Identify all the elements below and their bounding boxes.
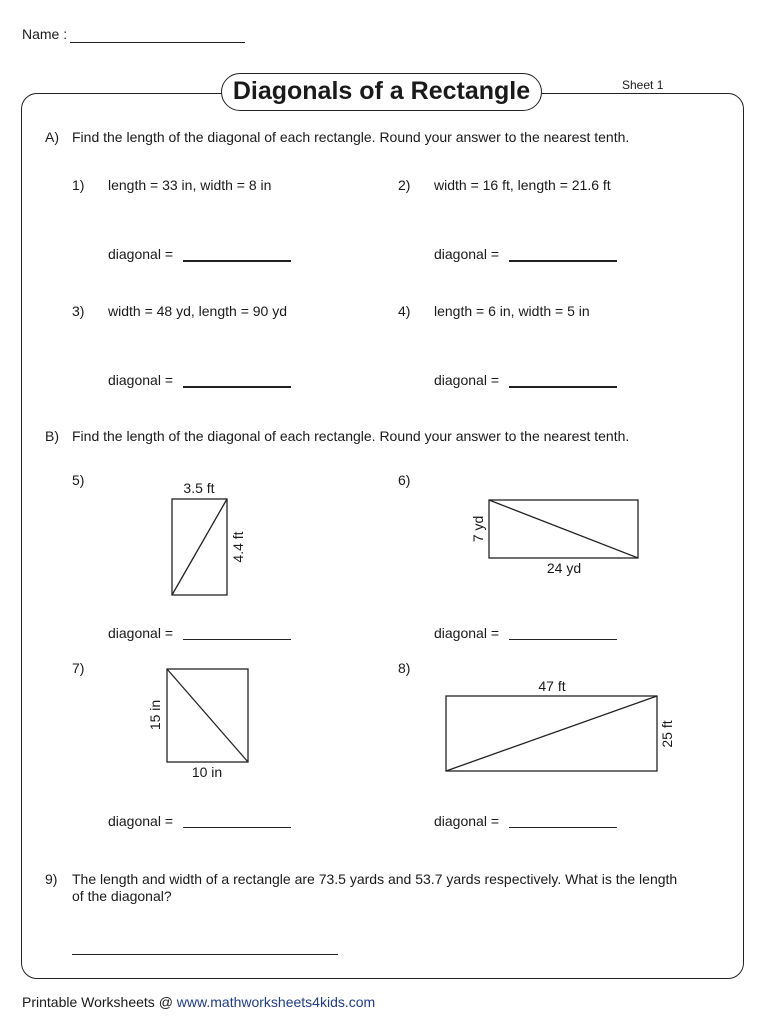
problem-3-text: width = 48 yd, length = 90 yd <box>108 303 288 319</box>
problem-9-answer-line[interactable] <box>72 954 338 955</box>
problem-4-answer-line[interactable] <box>509 386 617 388</box>
problem-5-height-label: 4.4 ft <box>230 531 246 563</box>
problem-1-answer-line[interactable] <box>183 260 291 262</box>
problem-4-number: 4) <box>398 303 411 319</box>
diagonal-line <box>489 500 638 558</box>
problem-1-number: 1) <box>72 177 85 193</box>
problem-6-figure <box>465 490 650 580</box>
problem-7-height-label: 15 in <box>147 699 163 731</box>
section-a-instruction: Find the length of the diagonal of each rectangle. Round your answer to the nearest tenth. <box>72 129 630 145</box>
problem-3-number: 3) <box>72 303 85 319</box>
footer <box>22 994 375 1010</box>
diagonal-line <box>446 696 657 771</box>
problem-7-figure <box>140 660 260 785</box>
problem-7-answer-label: diagonal = <box>108 813 174 829</box>
problem-2-answer-label: diagonal = <box>434 246 500 262</box>
problem-7-number: 7) <box>72 660 85 676</box>
problem-8-figure <box>440 676 685 776</box>
section-a-letter: A) <box>45 129 59 145</box>
footer-prefix: Printable Worksheets @ <box>22 994 177 1010</box>
problem-2-answer-line[interactable] <box>509 260 617 262</box>
name-input-line[interactable] <box>70 42 245 43</box>
page-title: Diagonals of a Rectangle <box>221 73 542 111</box>
problem-8-height-label: 25 ft <box>659 720 675 748</box>
name-label: Name : <box>22 26 68 42</box>
section-b-letter: B) <box>45 428 59 444</box>
problem-2-number: 2) <box>398 177 411 193</box>
problem-8-answer-label: diagonal = <box>434 813 500 829</box>
diagonal-line <box>167 669 248 762</box>
problem-3-answer-line[interactable] <box>183 386 291 388</box>
problem-8-width-label: 47 ft <box>538 678 566 694</box>
problem-8-answer-line[interactable] <box>509 827 617 828</box>
problem-6-number: 6) <box>398 472 411 488</box>
problem-7-width-label: 10 in <box>191 764 223 780</box>
problem-9-text-line-1: The length and width of a rectangle are 73.5 yards and 53.7 yards respectively. What is the length <box>72 871 678 887</box>
problem-5-answer-label: diagonal = <box>108 625 174 641</box>
footer-link[interactable]: www.mathworksheets4kids.com <box>176 994 376 1010</box>
problem-6-height-label: 7 yd <box>470 515 486 543</box>
problem-4-text: length = 6 in, width = 5 in <box>434 303 590 319</box>
diagonal-line <box>172 499 227 595</box>
problem-1-answer-label: diagonal = <box>108 246 174 262</box>
problem-7-answer-line[interactable] <box>183 827 291 828</box>
problem-4-answer-label: diagonal = <box>434 372 500 388</box>
problem-6-answer-label: diagonal = <box>434 625 500 641</box>
problem-6-width-label: 24 yd <box>546 560 582 576</box>
problem-5-figure <box>150 476 260 606</box>
problem-2-text: width = 16 ft, length = 21.6 ft <box>434 177 611 193</box>
section-b-instruction: Find the length of the diagonal of each rectangle. Round your answer to the nearest tenth. <box>72 428 630 444</box>
problem-6-answer-line[interactable] <box>509 639 617 640</box>
problem-3-answer-label: diagonal = <box>108 372 174 388</box>
problem-5-answer-line[interactable] <box>183 639 291 640</box>
problem-5-number: 5) <box>72 472 85 488</box>
sheet-number: Sheet 1 <box>622 78 664 92</box>
problem-5-width-label: 3.5 ft <box>183 480 215 496</box>
problem-8-number: 8) <box>398 660 411 676</box>
problem-9-number: 9) <box>45 871 58 887</box>
problem-1-text: length = 33 in, width = 8 in <box>108 177 272 193</box>
problem-9-text-line-2: of the diagonal? <box>72 888 172 904</box>
